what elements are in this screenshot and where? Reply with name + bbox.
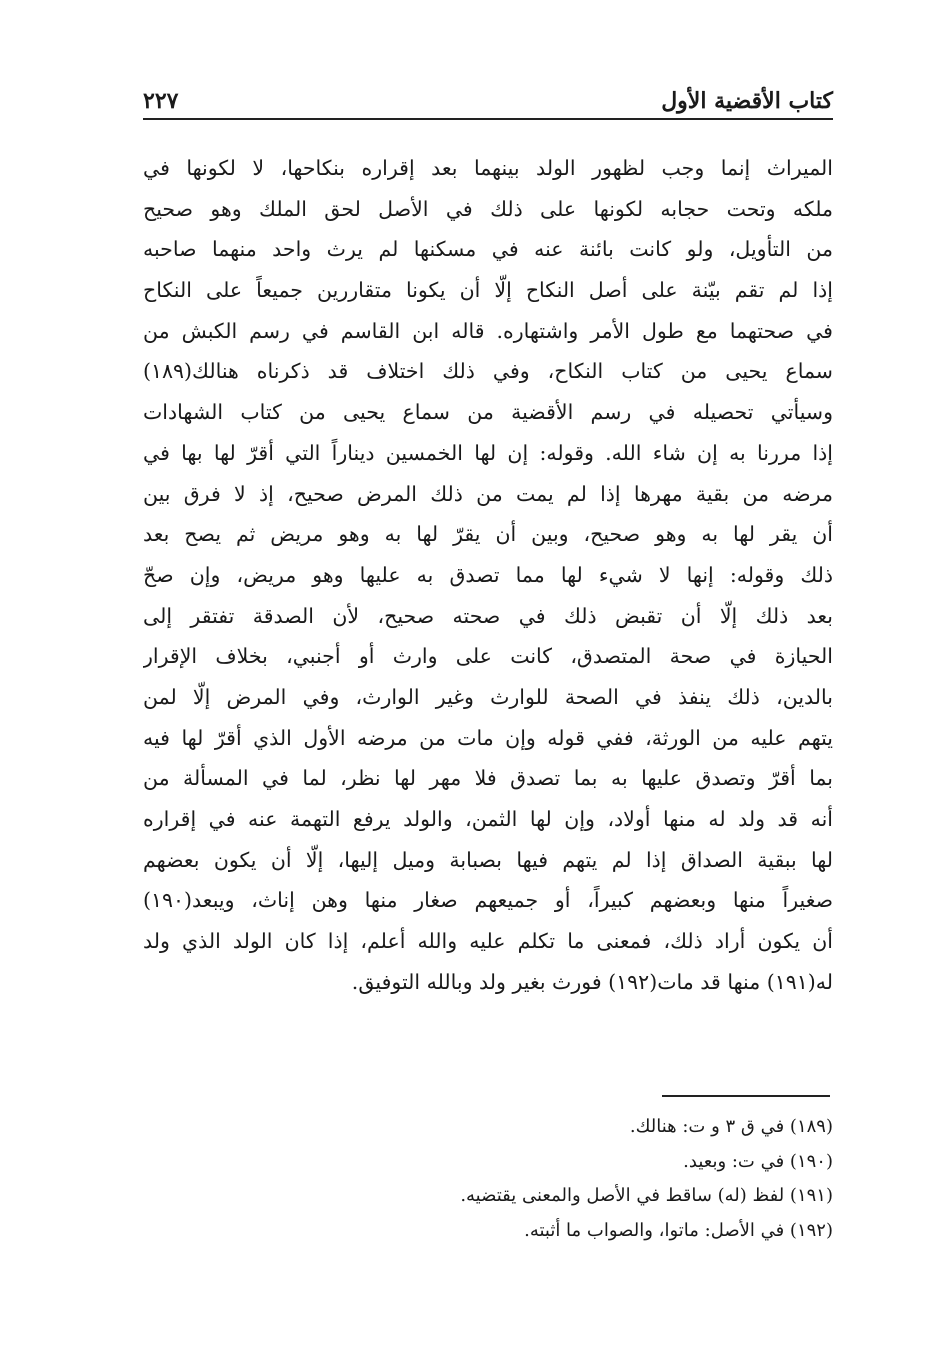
- text-line: أن يكون أراد ذلك، فمعنى ما تكلم عليه والله أعلم، إذا كان الولد الذي ولد: [143, 929, 833, 954]
- page-number: ٢٢٧: [143, 88, 179, 114]
- text-line: إذا مررنا به إن شاء الله. وقوله: إن لها الخمسين ديناراً التي أقرّ لها بها في: [143, 440, 833, 465]
- text-line: إذا لم تقم بيّنة على أصل النكاح إلّا أن يكونا متقاررين جميعاً على النكاح: [143, 278, 833, 303]
- book-title: كتاب الأقضية الأول: [661, 88, 833, 114]
- footnote-191: (١٩١) لفظ (له) ساقط في الأصل والمعنى يقتضيه.: [460, 1185, 833, 1206]
- main-text: [143, 148, 833, 1002]
- text-line: بعد ذلك إلّا أن تقبض ذلك في صحته صحيح، لأن الصدقة تفتقر إلى: [143, 603, 833, 628]
- text-line: الميراث إنما وجب لظهور الولد بينهما بعد إقراره بنكاحها، لا لكونها في: [143, 156, 833, 180]
- text-line: في صحتهما مع طول الأمر واشتهاره. قاله ابن القاسم في رسم الكبش من: [143, 318, 833, 343]
- text-line: صغيراً منها وبعضهم كبيراً، أو جميعهم صغار منها وهن إناث، ويبعد(١٩٠): [143, 888, 833, 913]
- footnote-divider: [662, 1095, 830, 1097]
- text-line: من التأويل، ولو كانت بائنة عنه في مسكنها لم يرث واحد منهما صاحبه: [143, 237, 833, 262]
- text-line: أن يقر لها به وهو صحيح، وبين أن يقرّ لها به وهو مريض ثم يصح بعد: [143, 522, 833, 547]
- text-line: مرضه من بقية مهرها إذا لم يمت من ذلك المرض صحيح، إذ لا فرق بين: [143, 481, 833, 506]
- text-line: لها ببقية الصداق إذا لم يتهم فيها بصبابة وميل إليها، إلّا أن يكون بعضهم: [143, 847, 833, 872]
- page-header: [143, 84, 833, 120]
- text-line: بما أقرّ وتصدق عليها به بما تصدق فلا مهر لها نظر، لما في المسألة من: [143, 766, 833, 791]
- text-line: ذلك وقوله: إنها لا شيء لها مما تصدق به عليها وهو مريض، وإن صحّ: [143, 562, 833, 587]
- text-line: الحيازة في صحة المتصدق، كانت على وارث أو أجنبي، بخلاف الإقرار: [143, 644, 833, 669]
- text-line: سماع يحيى من كتاب النكاح، وفي ذلك اختلاف قد ذكرناه هنالك(١٨٩): [143, 359, 833, 384]
- footnote-192: (١٩٢) في الأصل: ماتوا، والصواب ما أثبته.: [524, 1219, 833, 1241]
- footnotes: [143, 1110, 833, 1248]
- footnote-190: (١٩٠) في ت: وبعيد.: [683, 1150, 833, 1172]
- text-line: بالدين، ذلك ينفذ في الصحة للوارث وغير الوارث، وفي المرض إلّا لمن: [143, 684, 833, 709]
- text-line: له(١٩١) منها قد مات(١٩٢) فورث بغير ولد وبالله التوفيق.: [351, 969, 833, 994]
- text-line: ملكه وتحت حجابه لكونها على ذلك في الأصل لحق الملك وهو صحيح: [143, 196, 833, 221]
- text-line: يتهم عليه من الورثة، ففي قوله وإن مات من مرضه الأول الذي أقرّ لها فيه: [143, 725, 833, 750]
- text-line: وسيأتي تحصيله في رسم الأقضية من سماع يحيى من كتاب الشهادات: [143, 400, 833, 425]
- text-line: أنه قد ولد له منها أولاد، وإن لها الثمن، والولد يرفع التهمة عنه في إقراره: [143, 807, 833, 831]
- footnote-189: (١٨٩) في ق ٣ و ت: هنالك.: [629, 1116, 833, 1137]
